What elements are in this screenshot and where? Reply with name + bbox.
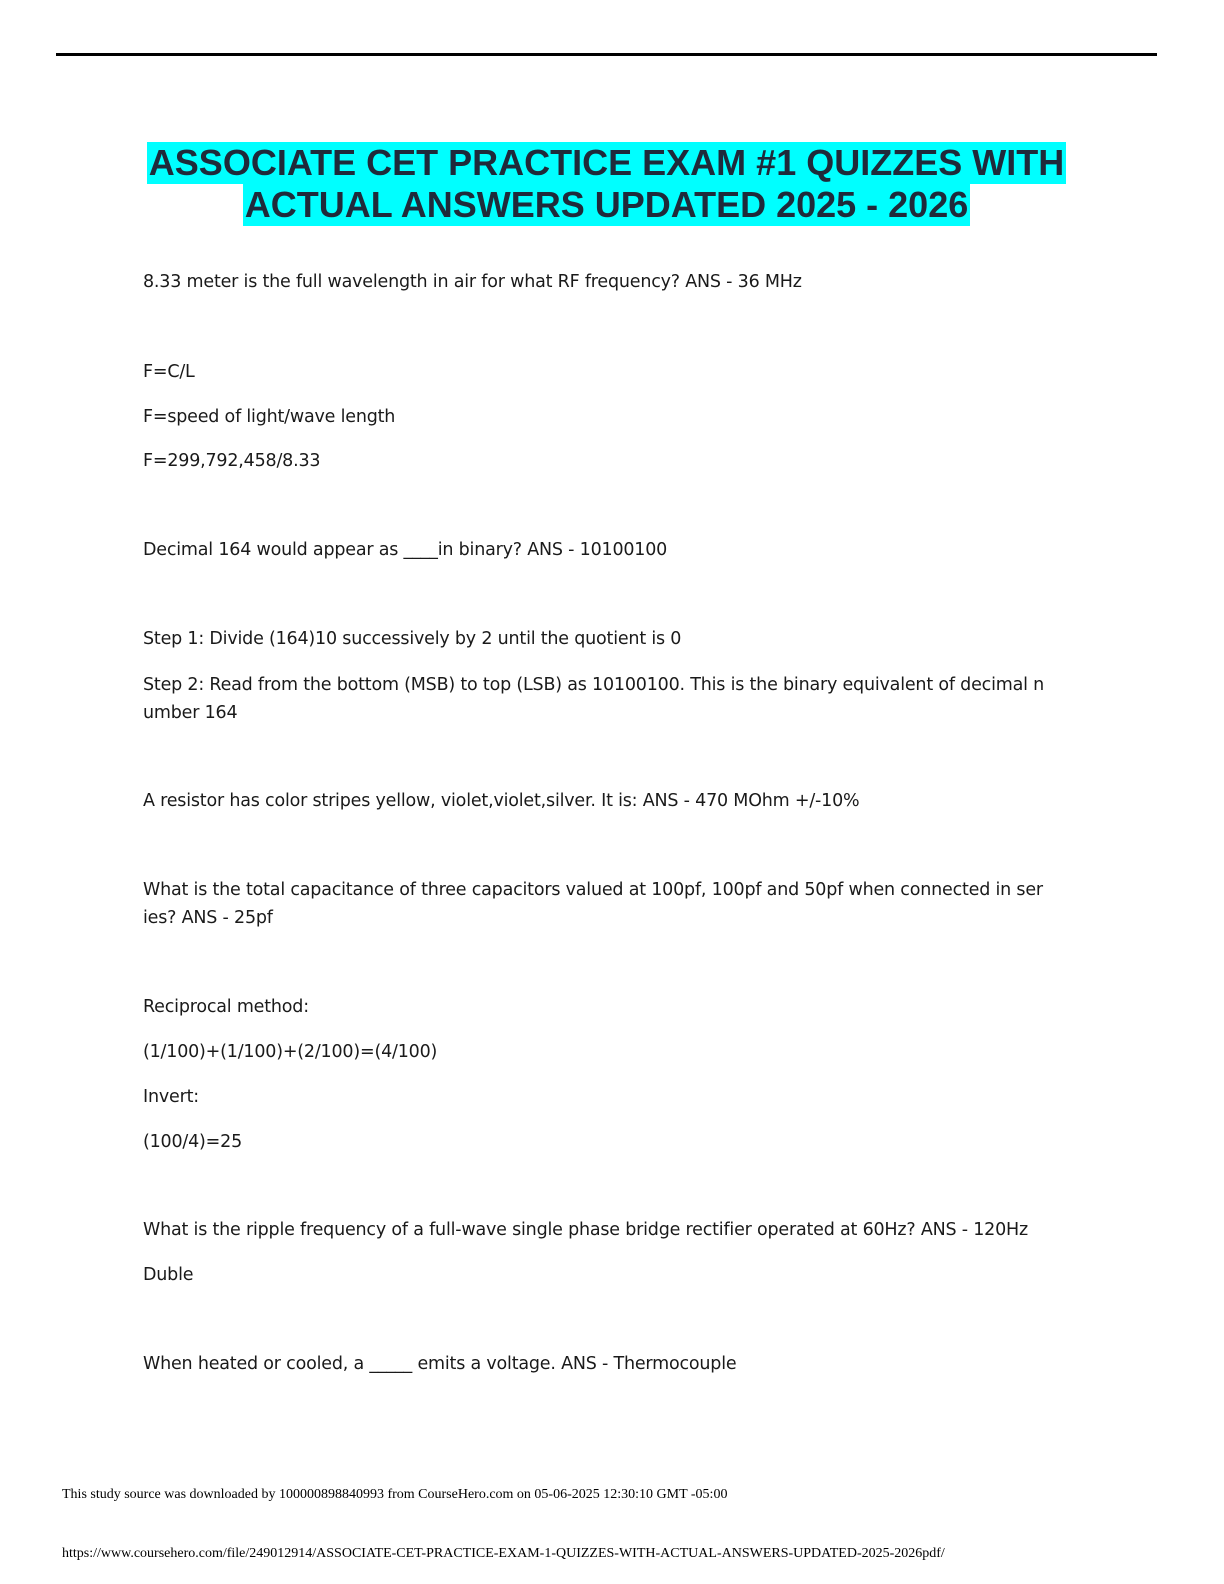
explanation-line: Step 2: Read from the bottom (MSB) to top (LSB) as 10100100. This is the binary equivalent of decimal n [143,675,1045,695]
top-rule [56,53,1157,56]
explanation-line: Step 1: Divide (164)10 successively by 2 until the quotient is 0 [143,629,682,649]
question-capacitance: What is the total capacitance of three capacitors valued at 100pf, 100pf and 50pf when connected in ser [143,880,1043,900]
explanation-line: Reciprocal method: [143,997,309,1017]
question-ripple: What is the ripple frequency of a full-wave single phase bridge rectifier operated at 60Hz? ANS - 120Hz [143,1220,1028,1240]
explanation-line: (100/4)=25 [143,1132,243,1152]
source-note: This study source was downloaded by 100000898840993 from CourseHero.com on 05-06-2025 12:30:10 GMT -05:00 [62,1487,728,1502]
explanation-line: Invert: [143,1087,199,1107]
explanation-line: (1/100)+(1/100)+(2/100)=(4/100) [143,1042,438,1062]
question-resistor: A resistor has color stripes yellow, violet,violet,silver. It is: ANS - 470 MOhm +/-10% [143,791,860,811]
question-binary: Decimal 164 would appear as ____in binary? ANS - 10100100 [143,540,668,560]
question-thermocouple: When heated or cooled, a _____ emits a voltage. ANS - Thermocouple [143,1354,737,1374]
formula-line: F=299,792,458/8.33 [143,451,321,471]
question-capacitance-cont: ies? ANS - 25pf [143,908,273,928]
title-line-1: ASSOCIATE CET PRACTICE EXAM #1 QUIZZES WITH [148,142,1065,183]
question-wavelength: 8.33 meter is the full wavelength in air for what RF frequency? ANS - 36 MHz [143,272,802,292]
document-title [56,142,1157,226]
formula-line: F=C/L [143,362,195,382]
explanation-line: Duble [143,1265,194,1285]
source-url[interactable]: https://www.coursehero.com/file/249012914/ASSOCIATE-CET-PRACTICE-EXAM-1-QUIZZES-WITH-ACTUAL-ANSWERS-UPDATED-2025-2026pdf/ [62,1546,945,1561]
explanation-line: umber 164 [143,703,238,723]
title-line-2: ACTUAL ANSWERS UPDATED 2025 - 2026 [244,184,969,225]
formula-line: F=speed of light/wave length [143,407,396,427]
